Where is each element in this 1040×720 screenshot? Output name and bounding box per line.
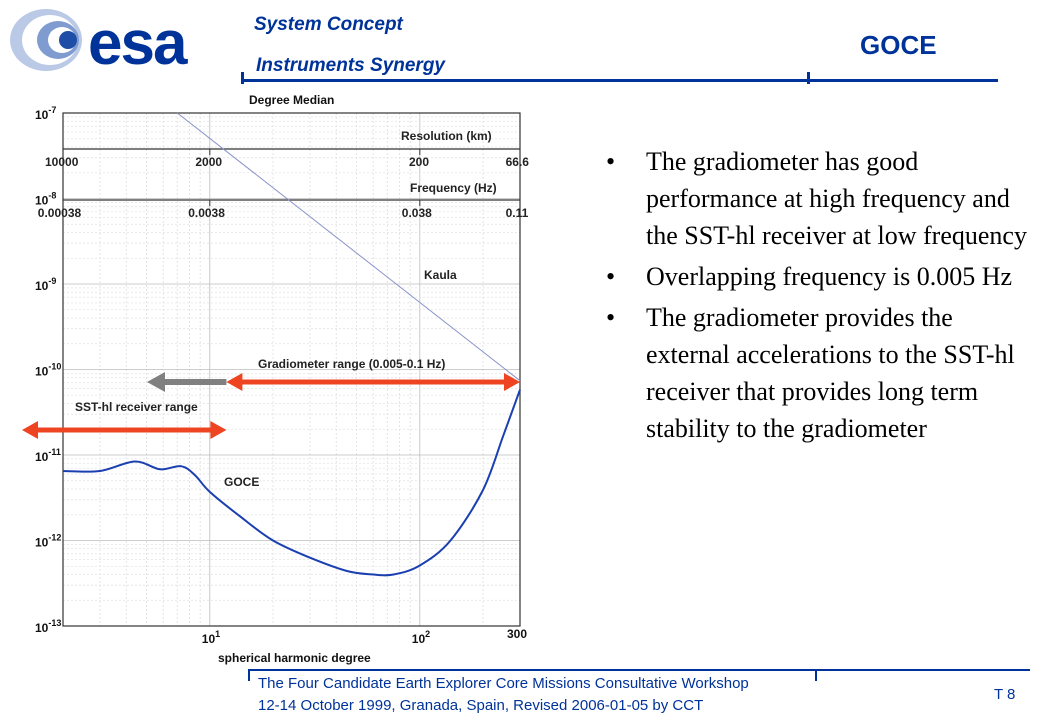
sst-receiver-range-label: SST-hl receiver range	[75, 400, 198, 414]
resolution-tick-label: 200	[408, 155, 430, 169]
esa-logo	[2, 6, 240, 76]
resolution-tick-label: 2000	[195, 155, 223, 169]
y-tick-label: $10^{-11}$	[35, 447, 61, 464]
frequency-tick-label: 0.038	[401, 206, 432, 220]
y-tick-label: $10^{-8}$	[35, 190, 57, 208]
footer-line-1: The Four Candidate Earth Explorer Core Missions Consultative Workshop	[258, 675, 749, 692]
resolution-axis-label: Resolution (km)	[401, 129, 492, 143]
y-tick-label: $10^{-7}$	[35, 105, 57, 122]
x-tick-label: $10^2$	[411, 629, 431, 646]
footer-line-2: 12-14 October 1999, Granada, Spain, Revised 2006-01-05 by CCT	[258, 697, 704, 714]
resolution-tick-label: 66.6	[505, 155, 529, 169]
bullet-list	[606, 143, 1036, 451]
y-tick-label: $10^{-13}$	[35, 618, 62, 635]
y-tick-label: $10^{-12}$	[35, 532, 62, 550]
esa-logo-graphic	[2, 6, 240, 76]
header-rule	[241, 79, 998, 82]
bullet-item	[606, 143, 1036, 254]
frequency-tick-label: 0.00038	[37, 206, 82, 220]
header-subtitle-2: Instruments Synergy	[256, 55, 445, 76]
bullet-marker: •	[606, 303, 616, 332]
frequency-tick-label: 0.11	[505, 206, 529, 220]
frequency-ticks	[38, 200, 529, 220]
header-rule-tick	[807, 72, 810, 84]
frequency-tick-label: 0.0038	[188, 206, 225, 220]
footer-rule-right	[815, 669, 817, 681]
resolution-ticks	[45, 149, 529, 169]
x-tick-label: $10^1$	[201, 629, 221, 646]
goce-series-line	[63, 390, 520, 576]
chart-title: Degree Median	[249, 93, 335, 107]
y-tick-label: $10^{-10}$	[35, 361, 62, 379]
frequency-axis-label: Frequency (Hz)	[410, 181, 497, 195]
bullet-item	[606, 258, 1036, 295]
y-tick-label: $10^{-9}$	[35, 276, 57, 293]
logo-text: esa	[88, 9, 186, 76]
bullet-text: The gradiometer provides the external accelerations to the SST-hl receiver that provides long term stability to the gradiometer	[646, 303, 1015, 443]
kaula-series-line	[177, 113, 520, 381]
gray-arrow-head	[147, 372, 165, 392]
degree-median-chart	[0, 84, 600, 674]
bullet-text: Overlapping frequency is 0.005 Hz	[646, 262, 1013, 291]
bullet-marker: •	[606, 147, 616, 176]
y-axis-ticks	[35, 105, 61, 635]
header-subtitle-1: System Concept	[254, 14, 403, 35]
mission-title: GOCE	[860, 30, 937, 60]
bullet-item	[606, 299, 1036, 447]
bullet-marker: •	[606, 262, 616, 291]
x-axis-label: spherical harmonic degree	[218, 651, 371, 665]
header-rule-vertical	[241, 72, 244, 84]
page-number: T 8	[994, 686, 1016, 703]
x-extra-label: 300	[507, 627, 528, 641]
footer-rule-left	[248, 669, 250, 681]
sst-receiver-range-arrow-head-left	[22, 421, 38, 439]
resolution-tick-label: 10000	[45, 155, 79, 169]
gradiometer-range-label: Gradiometer range (0.005-0.1 Hz)	[258, 357, 446, 371]
footer-rule	[248, 669, 1030, 671]
bullet-text: The gradiometer has good performance at high frequency and the SST-hl receiver at low frequency	[646, 147, 1027, 250]
goce-series-label: GOCE	[224, 475, 260, 489]
kaula-series-label: Kaula	[424, 268, 457, 282]
sst-receiver-range-arrow-head-right	[210, 421, 226, 439]
x-axis-ticks	[202, 629, 430, 646]
